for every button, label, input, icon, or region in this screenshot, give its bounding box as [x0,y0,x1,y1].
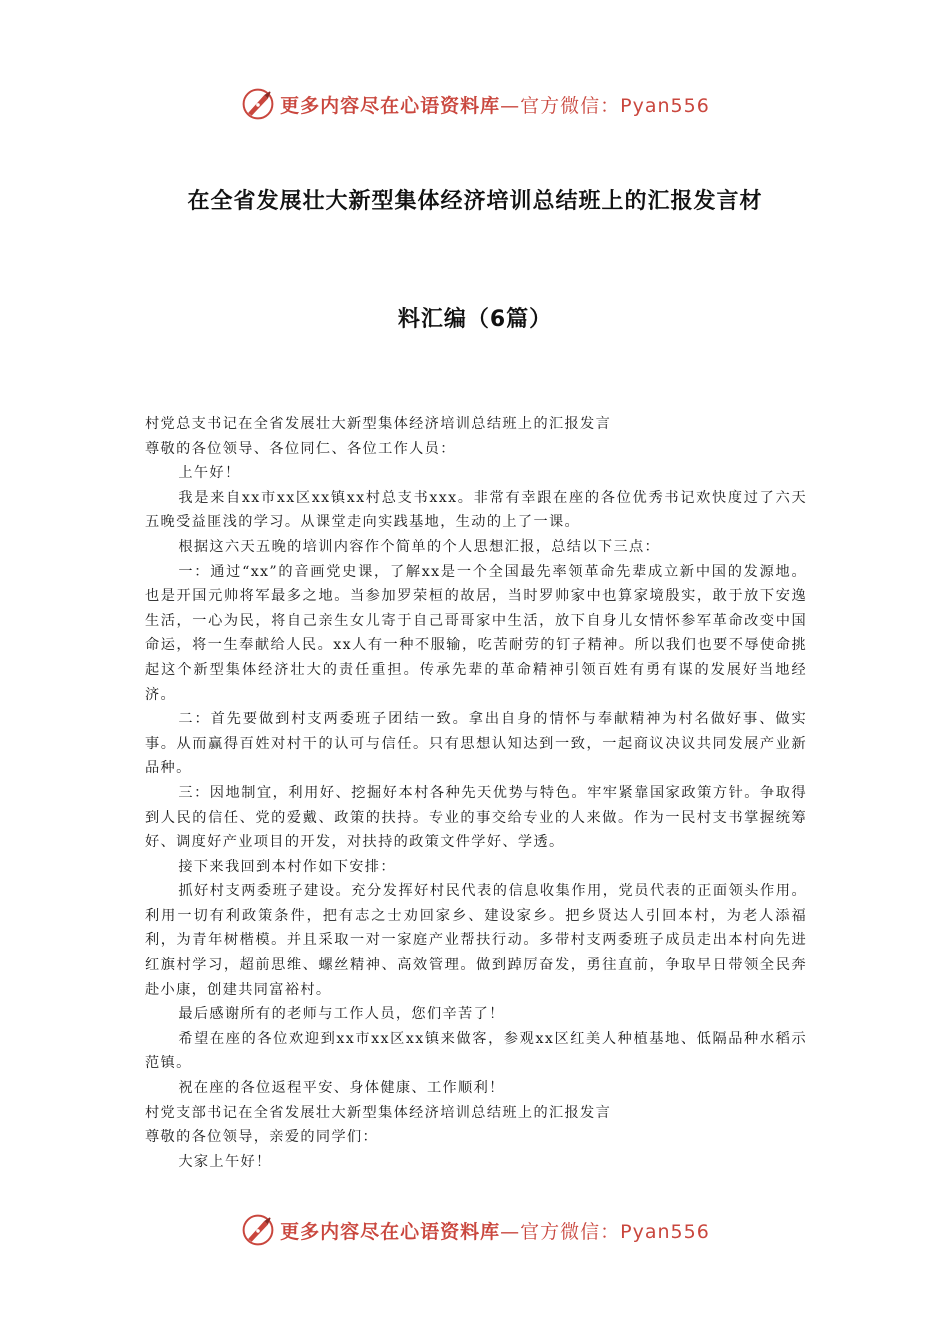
section-heading-2: 村党支部书记在全省发展壮大新型集体经济培训总结班上的汇报发言 [145,1104,612,1121]
document-title-line-2: 料汇编（6篇） [397,307,553,332]
pen-nib-logo-icon [240,1212,276,1248]
banner-wechat-text: —官方微信：Pyan556 [500,94,710,117]
paragraph: 抓好村支两委班子建设。充分发挥好村民代表的信息收集作用，党员代表的正面领头作用。利用一切有利政策条件，把有志之士劝回家乡、建设家乡。把乡贤达人引回本村，为老人添福利，为青年树楷模。并且采取一对一家庭产业帮扶行动。多带村支两委班子成员走出本村向先进红旗村学习，超前思维、螺丝精神、高效管理。做到踔厉奋发，勇往直前，争取早日带领全民奔赴小康，创建共同富裕村。 [145,883,807,998]
paragraph: 最后感谢所有的老师与工作人员，您们辛苦了！ [178,1006,505,1023]
paragraph: 根据这六天五晚的培训内容作个简单的个人思想汇报，总结以下三点： [178,538,661,555]
salutation: 尊敬的各位领导、各位同仁、各位工作人员： [145,440,456,457]
paragraph: 我是来自xx市xx区xx镇xx村总支书xxx。非常有幸跟在座的各位优秀书记欢快度过了六天五晚受益匪浅的学习。从课堂走向实践基地，生动的上了一课。 [145,489,807,531]
paragraph: 三：因地制宜，利用好、挖掘好本村各种先天优势与特色。牢牢紧靠国家政策方针。争取得到人民的信任、党的爱戴、政策的扶持。专业的事交给专业的人来做。作为一民村支书掌握统筹好、调度好产业项目的开发，对扶持的政策文件学好、学透。 [145,784,807,851]
paragraph: 大家上午好！ [178,1153,272,1170]
paragraph: 一：通过“xx”的音画党史课，了解xx是一个全国最先率领革命先辈成立新中国的发源地。也是开国元帅将军最多之地。当参加罗荣桓的故居，当时罗帅家中也算家境殷实，敢于放下安逸生活，一心为民，将自己亲生女儿寄于自己哥哥家中生活，放下自身儿女情怀参军革命改变中国命运，将一生奉献给人民。xx人有一种不服输，吃苦耐劳的钉子精神。所以我们也要不辱使命挑起这个新型集体经济壮大的责任重担。传承先辈的革命精神引领百姓有勇有谋的发展好当地经济。 [145,563,807,703]
header-banner [0,84,950,124]
banner-brand-text: 更多内容尽在心语资料库 [280,1220,501,1243]
pen-nib-logo-icon [240,86,276,122]
paragraph: 祝在座的各位返程平安、身体健康、工作顺利！ [178,1080,505,1097]
paragraph: 希望在座的各位欢迎到xx市xx区xx镇来做客，参观xx区红美人种植基地、低隔品种水稻示范镇。 [145,1030,807,1072]
paragraph: 接下来我回到本村作如下安排： [178,858,396,875]
section-heading-1: 村党总支书记在全省发展壮大新型集体经济培训总结班上的汇报发言 [145,416,612,432]
document-title-line-1: 在全省发展壮大新型集体经济培训总结班上的汇报发言材 [187,189,763,214]
paragraph: 上午好！ [178,465,241,482]
document-body [145,412,807,1174]
paragraph: 二：首先要做到村支两委班子团结一致。拿出自身的情怀与奉献精神为村名做好事、做实事。从而赢得百姓对村干的认可与信任。只有思想认知达到一致，一起商议决议共同发展产业新品种。 [145,711,807,777]
banner-brand-text: 更多内容尽在心语资料库 [280,94,501,117]
footer-banner [0,1210,950,1250]
salutation: 尊敬的各位领导，亲爱的同学们： [145,1129,379,1146]
banner-wechat-text: —官方微信：Pyan556 [500,1220,710,1243]
